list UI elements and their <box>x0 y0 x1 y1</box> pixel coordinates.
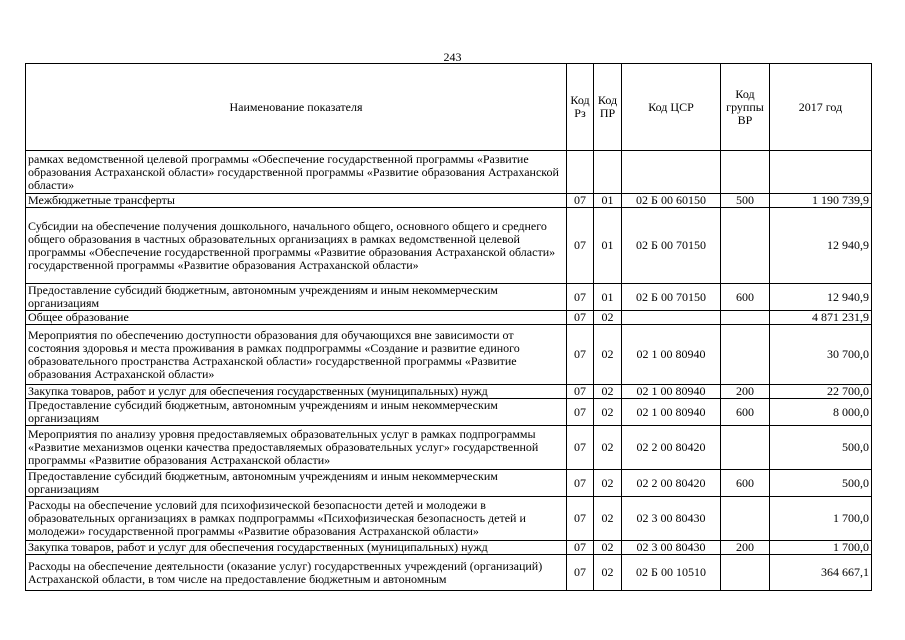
cell-rz: 07 <box>567 325 594 385</box>
cell-rz: 07 <box>567 194 594 208</box>
cell-amount: 500,0 <box>770 426 872 470</box>
cell-vr: 600 <box>721 399 770 426</box>
cell-csr <box>622 311 721 325</box>
budget-table <box>25 63 872 591</box>
cell-vr <box>721 497 770 541</box>
cell-rz: 07 <box>567 208 594 284</box>
cell-amount: 1 190 739,9 <box>770 194 872 208</box>
cell-vr <box>721 208 770 284</box>
cell-csr: 02 Б 00 10510 <box>622 555 721 591</box>
cell-name: Закупка товаров, работ и услуг для обеспечения государственных (муниципальных) нужд <box>26 541 567 555</box>
cell-pr: 02 <box>594 541 622 555</box>
cell-rz: 07 <box>567 284 594 311</box>
header-csr: Код ЦСР <box>622 64 721 151</box>
page-number: 243 <box>443 50 462 64</box>
cell-amount: 12 940,9 <box>770 284 872 311</box>
cell-rz <box>567 151 594 194</box>
header-year: 2017 год <box>770 64 872 151</box>
header-vr: Код группы ВР <box>721 64 770 151</box>
cell-pr: 02 <box>594 426 622 470</box>
cell-vr <box>721 311 770 325</box>
cell-csr: 02 1 00 80940 <box>622 399 721 426</box>
cell-pr: 02 <box>594 470 622 497</box>
cell-amount: 1 700,0 <box>770 497 872 541</box>
cell-pr: 02 <box>594 325 622 385</box>
table-row <box>26 208 872 284</box>
cell-csr: 02 3 00 80430 <box>622 541 721 555</box>
cell-rz: 07 <box>567 555 594 591</box>
cell-name: Расходы на обеспечение деятельности (оказание услуг) государственных учреждений (организаций) Астраханской области, в том числе на предоставление бюджетным и автономным <box>26 555 567 591</box>
cell-rz: 07 <box>567 426 594 470</box>
cell-amount <box>770 151 872 194</box>
cell-rz: 07 <box>567 470 594 497</box>
cell-vr: 200 <box>721 541 770 555</box>
cell-name: Закупка товаров, работ и услуг для обеспечения государственных (муниципальных) нужд <box>26 385 567 399</box>
cell-pr <box>594 151 622 194</box>
header-pr: Код ПР <box>594 64 622 151</box>
cell-name: Предоставление субсидий бюджетным, автономным учреждениям и иным некоммерческим организациям <box>26 470 567 497</box>
cell-csr: 02 2 00 80420 <box>622 426 721 470</box>
cell-pr: 02 <box>594 555 622 591</box>
header-rz: Код Рз <box>567 64 594 151</box>
table-row <box>26 151 872 194</box>
cell-name: Предоставление субсидий бюджетным, автономным учреждениям и иным некоммерческим организациям <box>26 284 567 311</box>
cell-rz: 07 <box>567 311 594 325</box>
cell-vr: 200 <box>721 385 770 399</box>
cell-pr: 01 <box>594 194 622 208</box>
cell-amount: 12 940,9 <box>770 208 872 284</box>
cell-amount: 1 700,0 <box>770 541 872 555</box>
cell-amount: 22 700,0 <box>770 385 872 399</box>
table-row <box>26 470 872 497</box>
table-row <box>26 325 872 385</box>
cell-vr: 500 <box>721 194 770 208</box>
table-header-row <box>26 64 872 151</box>
cell-amount: 500,0 <box>770 470 872 497</box>
table-row <box>26 385 872 399</box>
cell-csr: 02 Б 00 70150 <box>622 284 721 311</box>
cell-vr: 600 <box>721 470 770 497</box>
cell-pr: 01 <box>594 284 622 311</box>
table-row <box>26 284 872 311</box>
cell-csr: 02 Б 00 70150 <box>622 208 721 284</box>
cell-vr <box>721 325 770 385</box>
cell-rz: 07 <box>567 541 594 555</box>
cell-name: Субсидии на обеспечение получения дошкольного, начального общего, основного общего и среднего общего образования в частных образовательных организациях в рамках ведомственной целевой программы «Обеспечение государственной программы «Развитие образования Астраханской области» государственной программы «Развитие образования Астраханской области» <box>26 208 567 284</box>
cell-csr <box>622 151 721 194</box>
cell-vr <box>721 151 770 194</box>
table-body <box>26 151 872 591</box>
cell-vr: 600 <box>721 284 770 311</box>
cell-pr: 02 <box>594 399 622 426</box>
cell-csr: 02 3 00 80430 <box>622 497 721 541</box>
cell-name: Межбюджетные трансферты <box>26 194 567 208</box>
cell-amount: 30 700,0 <box>770 325 872 385</box>
cell-csr: 02 Б 00 60150 <box>622 194 721 208</box>
cell-csr: 02 1 00 80940 <box>622 325 721 385</box>
cell-rz: 07 <box>567 385 594 399</box>
cell-pr: 01 <box>594 208 622 284</box>
cell-vr <box>721 426 770 470</box>
cell-amount: 4 871 231,9 <box>770 311 872 325</box>
cell-name: Расходы на обеспечение условий для психофизической безопасности детей и молодежи в образовательных организациях в рамках подпрограммы «Психофизическая безопасность детей и молодежи» государственной программы «Развитие образования Астраханской области» <box>26 497 567 541</box>
cell-csr: 02 2 00 80420 <box>622 470 721 497</box>
cell-pr: 02 <box>594 497 622 541</box>
cell-rz: 07 <box>567 399 594 426</box>
table-row <box>26 555 872 591</box>
table-row <box>26 399 872 426</box>
header-name: Наименование показателя <box>26 64 567 151</box>
cell-amount: 8 000,0 <box>770 399 872 426</box>
table-row <box>26 426 872 470</box>
cell-pr: 02 <box>594 385 622 399</box>
cell-vr <box>721 555 770 591</box>
cell-name: Общее образование <box>26 311 567 325</box>
cell-name: Мероприятия по анализу уровня предоставляемых образовательных услуг в рамках подпрограммы «Развитие механизмов оценки качества предоставляемых образовательных услуг» государственной программы «Развитие образования Астраханской области» <box>26 426 567 470</box>
table-row <box>26 541 872 555</box>
cell-rz: 07 <box>567 497 594 541</box>
cell-amount: 364 667,1 <box>770 555 872 591</box>
table-row <box>26 194 872 208</box>
table-row <box>26 311 872 325</box>
table-row <box>26 497 872 541</box>
cell-pr: 02 <box>594 311 622 325</box>
cell-name: Предоставление субсидий бюджетным, автономным учреждениям и иным некоммерческим организациям <box>26 399 567 426</box>
cell-name: Мероприятия по обеспечению доступности образования для обучающихся вне зависимости от состояния здоровья и места проживания в рамках подпрограммы «Создание и развитие единого образовательного пространства Астраханской области» государственной программы «Развитие образования Астраханской области» <box>26 325 567 385</box>
cell-csr: 02 1 00 80940 <box>622 385 721 399</box>
cell-name: рамках ведомственной целевой программы «Обеспечение государственной программы «Развитие образования Астраханской области» государственной программы «Развитие образования Астраханской области» <box>26 151 567 194</box>
